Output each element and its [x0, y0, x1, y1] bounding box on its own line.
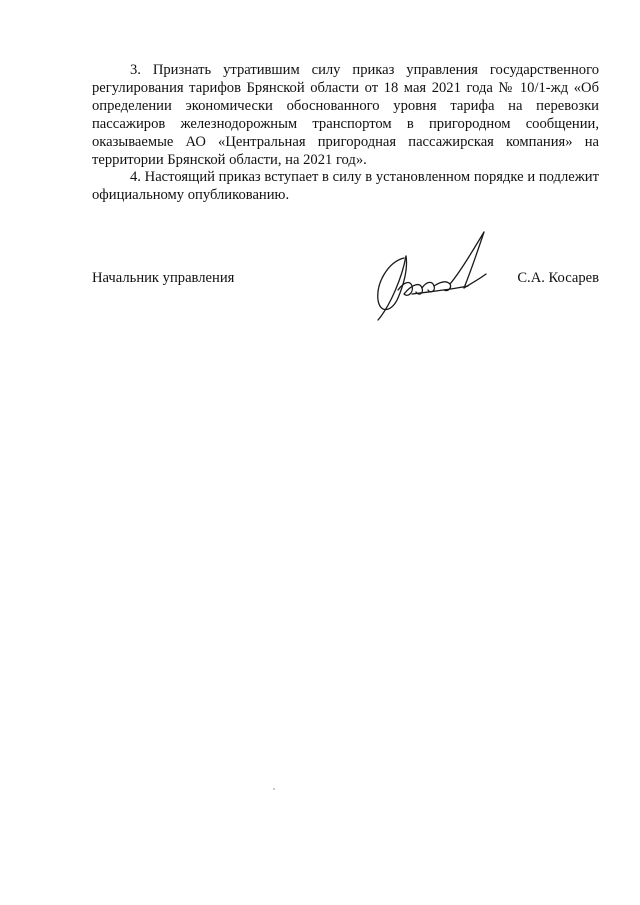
signer-name: С.А. Косарев — [517, 270, 599, 286]
signature-block — [92, 262, 599, 322]
document-body — [92, 62, 599, 205]
paragraph-4: 4. Настоящий приказ вступает в силу в установленном порядке и подлежит официальному опубликованию. — [92, 169, 599, 204]
signer-position: Начальник управления — [92, 270, 235, 286]
paragraph-3: 3. Признать утратившим силу приказ управления государственного регулирования тарифов Брянской области от 18 мая 2021 года № 10/1-жд «Об определении экономически обоснованного уровня тарифа на перевозки пассажиров железнодорожным транспортом в пригородном сообщении, оказываемые АО «Центральная пригородная пассажирская компания» на территории Брянской области, на 2021 год». — [92, 62, 599, 168]
scan-speck — [273, 788, 275, 790]
handwritten-signature — [368, 228, 498, 326]
